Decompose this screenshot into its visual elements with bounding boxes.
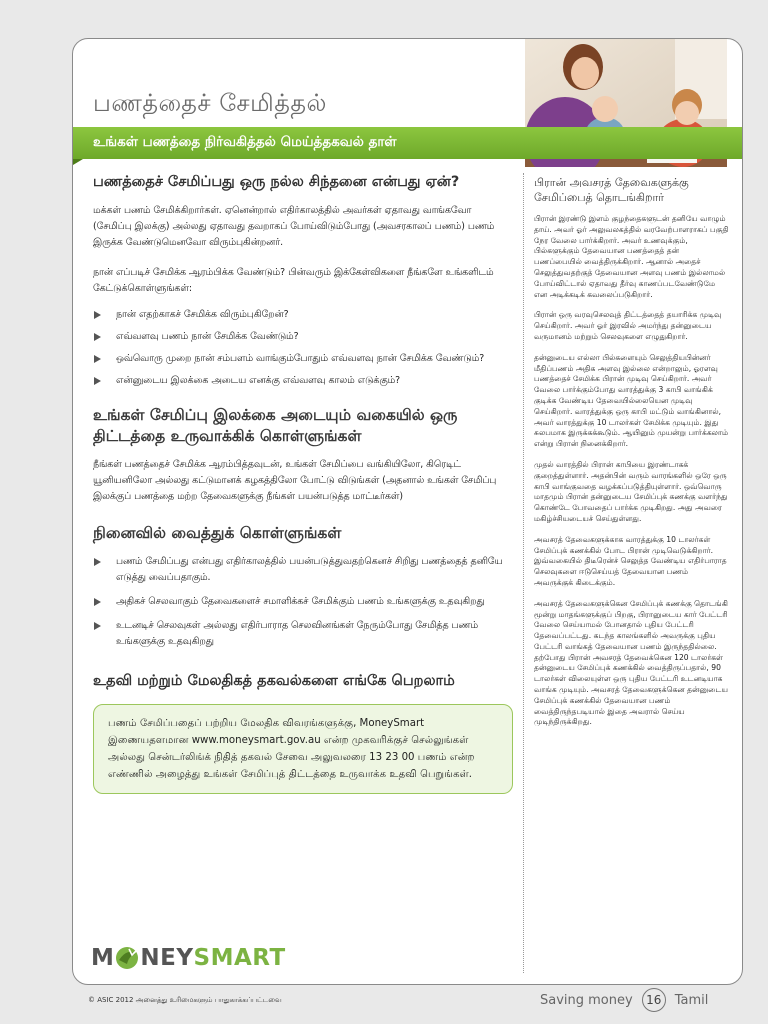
triangle-bullet-icon bbox=[94, 558, 101, 566]
column-divider bbox=[523, 173, 524, 973]
document-title: Saving money bbox=[540, 992, 633, 1008]
plan-paragraph: நீங்கள் பணத்தைச் சேமிக்க ஆரம்பித்தவுடன், உங்கள் சேமிப்பை வங்கியிலோ, கிரெடிட் யூனியனிலோ அல்லது கட்டுமானக் கழகத்திலோ போட்டு விடுங்கள் (அதனால் உங்கள் சேமிப்பு இலக்குப் பணத்தை மற்ற தேவைகளுக்கு நீங்கள் பயன்படுத்த மாட்டீர்கள்) bbox=[93, 459, 497, 502]
moneysmart-logo: M NEY SMART bbox=[91, 945, 286, 971]
sidebar-paragraph: தன்னுடைய எல்லா பில்களையும் செலுத்தியபின்னர் மீதிப்பணம் அதிக அளவு இல்லை என்றாலும், ஓரளவு பணத்தைச் சேமிக்க பிரான் முடிவு செய்கிறார். அவர் வேலை பார்க்கும்போது வாரத்துக்கு 3 காபி வாங்கிக் குடிக்க வேண்டிய தேவையில்லையென முடிவு செய்கிறார். வாரத்துக்கு ஒரு காபி மட்டும் வாங்கினால், அவர் வாரத்துக்கு 10 டாலர்கள் சேமிக்க முடியும். இது சுலபமாக இருக்கக்கூடும். ஆயினும் முயன்று பார்க்கலாம் என்று பிரான் நினைக்கிறார். bbox=[534, 352, 729, 449]
case-study-sidebar bbox=[534, 175, 729, 738]
ribbon-fold bbox=[73, 159, 83, 165]
list-item: அதிகச் செலவாகும் தேவைகளைச் சமாளிக்கச் சேமிக்கும் பணம் உங்களுக்கு உதவுகிறது bbox=[93, 594, 513, 610]
help-callout-box bbox=[93, 704, 513, 794]
triangle-bullet-icon bbox=[94, 333, 101, 341]
list-item: நான் எதற்காகச் சேமிக்க விரும்புகிறேன்? bbox=[93, 307, 513, 323]
why-question-list bbox=[93, 307, 513, 389]
list-item: என்னுடைய இலக்கை அடைய எனக்கு எவ்வளவு காலம் எடுக்கும்? bbox=[93, 373, 513, 389]
sidebar-paragraph: முதல் வாரத்தில் பிரான் காபியை இரண்டாகக் குறைத்துள்ளார். அதன்பின் வரும் வாரங்களில் ஒரே ஒரு காபி வாங்குவதை வழக்கப்படுத்தியுள்ளார். ஒவ்வொரு மாதமும் பிரான் தன்னுடைய சேமிப்புக் கணக்கு வளர்ந்து கொண்டே போவதைப் பார்க்க முடிகிறது. அது அவரை மகிழ்ச்சியடையச் செய்துள்ளது. bbox=[534, 459, 728, 523]
sidebar-paragraph: பிரான் ஒரு வரவுசெலவுத் திட்டத்தைத் தயாரிக்க முடிவு செய்கிறார். அவர் ஓர் இரவில் அமர்ந்து தன்னுடைய வருமானம் மற்றும் செலவுகளை எழுதுகிறார். bbox=[534, 310, 722, 341]
sidebar-paragraph: அவசரத் தேவைகளுக்கென சேமிப்புக் கணக்கு தொடங்கி மூன்று மாதங்களுக்குப் பிறகு, பிரானுடைய கார் பேட்டரி வேலை செய்யாமல் போனதால் புதிய பேட்டரி தேவைப்பட்டது. கடந்த காலங்களில் அவருக்கு புதிய பேட்டரி வாங்கத் தேவையான பணம் இருந்ததில்லை. தற்போது பிரான் அவசரத் தேவைக்கென 120 டாலர்கள் தன்னுடைய சேமிப்புக் கணக்கில் வைத்திருப்பதால், 90 டாலர்கள் விலையுள்ள ஒரு புதிய பேட்டரி உடனடியாக வாங்க முடியும். அவசரத் தேவைகளுக்கென தன்னுடைய சேமிப்புக் கணக்கில் தேவையான பணம் வைத்திருந்தபடியால் இதை அவரால் செய்ய முடிந்திருக்கிறது. bbox=[534, 598, 728, 727]
triangle-bullet-icon bbox=[94, 377, 101, 385]
remember-list bbox=[93, 554, 513, 650]
page-title: பணத்தைச் சேமித்தல் bbox=[93, 89, 327, 117]
section-heading-why: பணத்தைச் சேமிப்பது ஒரு நல்ல சிந்தனை என்பது ஏன்? bbox=[93, 174, 460, 190]
copyright-text: © ASIC 2012 அனைத்து உரிமைகளும் பாதுகாக்கப்பட்டவை bbox=[88, 996, 282, 1004]
sidebar-paragraph: அவசரத் தேவைகளுக்காக வாரத்துக்கு 10 டாலர்கள் சேமிப்புக் கணக்கில் போட பிரான் முடிவெடுக்கிறார். இவ்வகையில் திடீரென்ச் செலுத்த வேண்டிய எதிர்பாராத செலவுகளை ஈடுசெய்யத் தேவையான பணம் அவருக்குக் கிடைக்கும். bbox=[534, 534, 727, 587]
globe-icon bbox=[115, 946, 139, 970]
main-column bbox=[93, 173, 513, 794]
list-item: ஒவ்வொரு முறை நான் சம்பளம் வாங்கும்போதும் எவ்வளவு நான் சேமிக்க வேண்டும்? bbox=[93, 351, 513, 367]
section-heading-help: உதவி மற்றும் மேலதிகத் தகவல்களை எங்கே பெறலாம் bbox=[93, 673, 455, 689]
list-item: எவ்வளவு பணம் நான் சேமிக்க வேண்டும்? bbox=[93, 329, 513, 345]
section-heading-remember: நினைவில் வைத்துக் கொள்ளுங்கள் bbox=[93, 524, 342, 542]
triangle-bullet-icon bbox=[94, 598, 101, 606]
help-callout-text: பணம் சேமிப்பதைப் பற்றிய மேலதிக விவரங்களுக்கு, MoneySmart இணையதளமான www.moneysmart.gov.au என்ற முகவரிக்குச் செல்லுங்கள் அல்லது சென்டர்லிங்க் நிதித் தகவல் சேவை அலுவலரை 13 23 00 பணம் என்ற எண்ணில் அழைத்து உங்கள் சேமிப்புத் திட்டத்தை உருவாக்க உதவி பெறுங்கள். bbox=[108, 718, 475, 780]
why-paragraph-1: மக்கள் பணம் சேமிக்கிறார்கள். ஏனென்றால் எதிர்காலத்தில் அவர்கள் ஏதாவது வாங்கவோ (சேமிப்பு இலக்கு) அல்லது ஏதாவது தவறாகப் போய்விடும்போது (அவசரகாலப் பணம்) பணம் இருக்க வேண்டுமெனவோ விரும்புகின்றனர். bbox=[93, 205, 495, 248]
section-heading-plan: உங்கள் சேமிப்பு இலக்கை அடையும் வகையில் ஒரு திட்டத்தை உருவாக்கிக் கொள்ளுங்கள் bbox=[93, 406, 458, 445]
triangle-bullet-icon bbox=[94, 355, 101, 363]
triangle-bullet-icon bbox=[94, 311, 101, 319]
fact-sheet-page bbox=[72, 38, 743, 985]
triangle-bullet-icon bbox=[94, 622, 101, 630]
why-paragraph-2: நான் எப்படிச் சேமிக்க ஆரம்பிக்க வேண்டும்? பின்வரும் இக்கேள்விகளை நீங்களே உங்களிடம் கேட்டுக்கொள்ளுங்கள்: bbox=[93, 267, 494, 294]
sidebar-paragraph: பிரான் இரண்டு இளம் குழந்தைகளுடன் தனியே வாழும் தாய். அவர் ஓர் அலுவலகத்தில் வரவேற்பாளராகப் பகுதி நேர வேலை பார்க்கிறார். அவர் உணவுக்கும், பில்களுக்கும் தேவையான பணத்தைத் தன் பணப்பையில் வைத்திருக்கிறார். ஆனால் அதைச் செலுத்துவதற்குத் தேவையான அளவு பணம் இல்லாமல் போய்விட்டால் ஏதாவது தீர்வு காணப்படவேண்டுமே என அடிக்கடிக் கவலைப்படுகிறார். bbox=[534, 214, 729, 299]
page-subtitle: உங்கள் பணத்தை நிர்வகித்தல் மெய்த்தகவல் தாள் bbox=[93, 134, 397, 150]
language-label: Tamil bbox=[674, 992, 709, 1008]
page-number: 16 bbox=[642, 988, 666, 1012]
sidebar-title: பிரான் அவசரத் தேவைகளுக்கு சேமிப்பைத் தொடங்கிறார் bbox=[534, 176, 689, 204]
list-item: பணம் சேமிப்பது என்பது எதிர்காலத்தில் பயன்படுத்துவதற்கெனச் சிறிது பணத்தைத் தனியே எடுத்து வைப்பதாகும். bbox=[93, 554, 513, 586]
page-footer bbox=[540, 988, 708, 1012]
list-item: உடனடிச் செலவுகள் அல்லது எதிர்பாராத செலவினங்கள் நேரும்போது சேமித்த பணம் உங்களுக்கு உதவுகிறது bbox=[93, 618, 513, 650]
